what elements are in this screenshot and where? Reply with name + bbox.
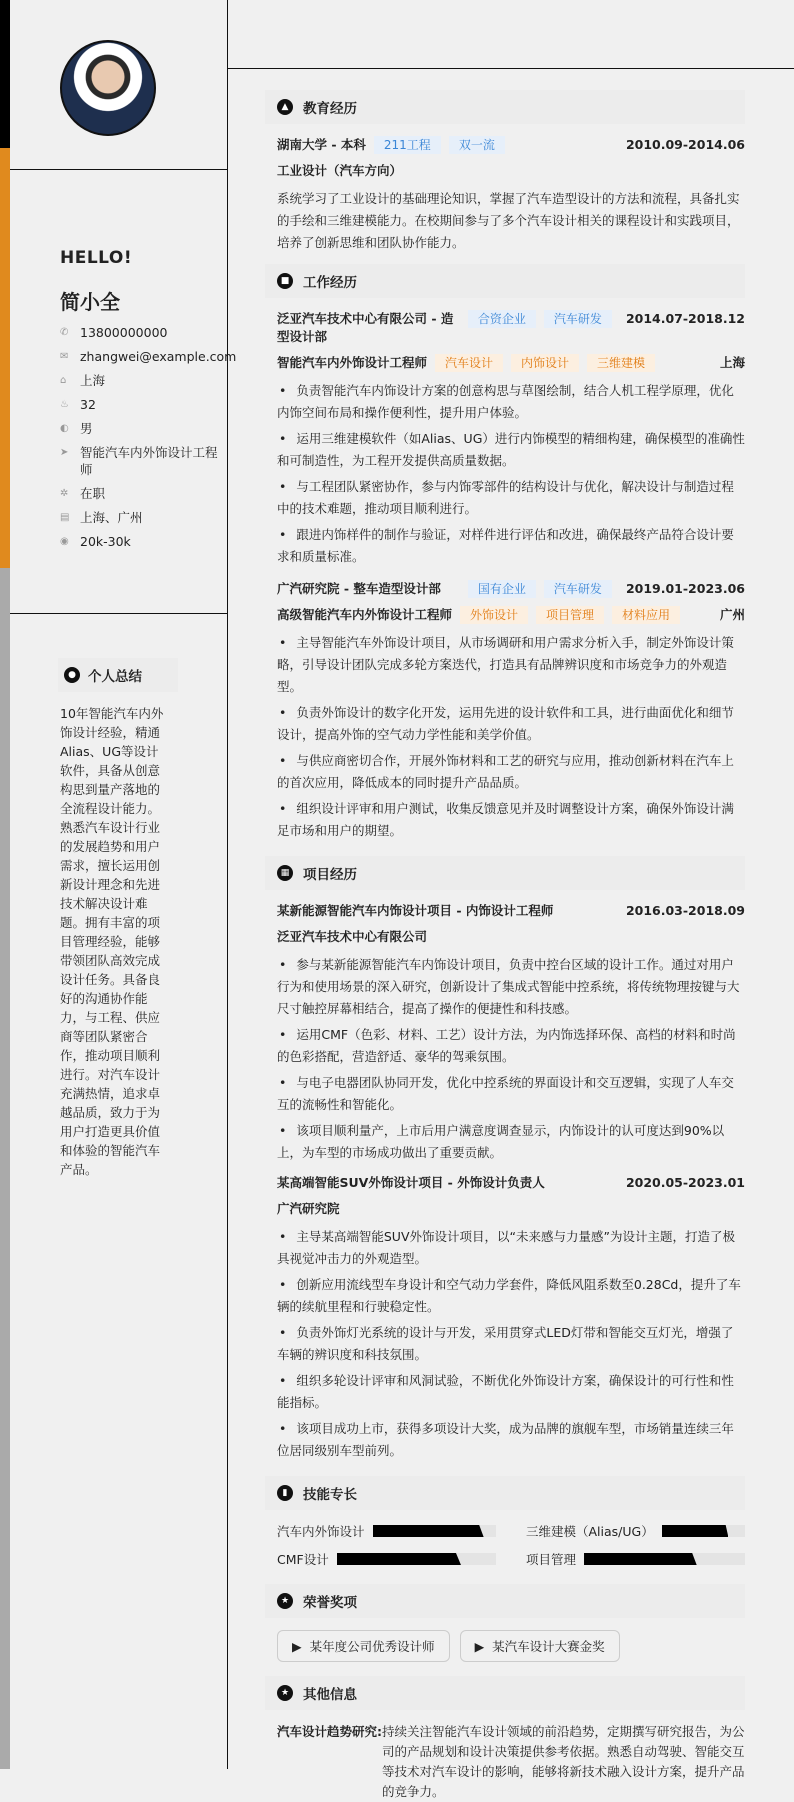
project-name: 某新能源智能汽车内饰设计项目 - 内饰设计工程师 xyxy=(277,903,554,918)
skill-item xyxy=(526,1550,745,1568)
work-entry xyxy=(277,310,745,568)
bullet: • 与电子电器团队协同开发，优化中控系统的界面设计和交互逻辑，实现了人车交互的流畅性和智能化。 xyxy=(277,1072,745,1116)
section-title: 荣誉奖项 xyxy=(303,1595,357,1611)
grid-icon: ▦ xyxy=(277,865,293,881)
project-name: 某高端智能SUV外饰设计项目 - 外饰设计负责人 xyxy=(277,1175,545,1190)
skill-item xyxy=(526,1522,745,1540)
education-header xyxy=(265,90,745,124)
mail-icon: ✉ xyxy=(60,351,69,362)
bullet: • 跟进内饰样件的制作与验证，对样件进行评估和改进，确保最终产品符合设计要求和质量标准。 xyxy=(277,524,745,568)
bullet: • 主导智能汽车外饰设计项目，从市场调研和用户需求分析入手，制定外饰设计策略，引导设计团队完成多轮方案迭代，打造具有品牌辨识度和市场竞争力的外观造型。 xyxy=(277,632,745,698)
skill-bar-fill xyxy=(584,1553,697,1565)
info-row xyxy=(60,533,225,550)
info-text: zhangwei@example.com xyxy=(80,349,237,364)
bullet: • 与工程团队紧密协作，参与内饰零部件的结构设计与优化，解决设计与制造过程中的技术难题，推动项目顺利进行。 xyxy=(277,476,745,520)
awards-header xyxy=(265,1584,745,1618)
company: 广汽研究院 - 整车造型设计部 xyxy=(277,581,441,596)
info-text: 上海、广州 xyxy=(80,510,143,525)
award-label: 某年度公司优秀设计师 xyxy=(309,1639,435,1654)
tag: 双一流 xyxy=(449,136,505,154)
bullet: • 运用CMF（色彩、材料、工艺）设计方法，为内饰选择环保、高档的材料和时尚的色彩搭配，营造舒适、豪华的驾乘氛围。 xyxy=(277,1024,745,1068)
skill-bar xyxy=(373,1525,496,1537)
project-entry xyxy=(277,1174,745,1462)
section-title: 工作经历 xyxy=(303,275,357,291)
role-row xyxy=(277,354,745,372)
project-entry xyxy=(277,902,745,1164)
divider xyxy=(10,169,228,170)
date: 2010.09-2014.06 xyxy=(625,137,745,152)
salary-icon: ◉ xyxy=(60,536,69,547)
bullet: • 组织多轮设计评审和风洞试验，不断优化外饰设计方案，确保设计的可行性和性能指标。 xyxy=(277,1370,745,1414)
tag: 国有企业 xyxy=(468,580,536,598)
home-icon: ⌂ xyxy=(60,375,67,386)
building-icon: ▤ xyxy=(60,512,70,523)
info-row xyxy=(60,485,225,502)
avatar xyxy=(60,40,156,136)
skills-list xyxy=(277,1522,745,1568)
bullet: • 运用三维建模软件（如Alias、UG）进行内饰模型的精细构建，确保模型的准确性和可制造性，为工程开发提供高质量数据。 xyxy=(277,428,745,472)
skill-tag: 项目管理 xyxy=(536,606,604,624)
info-text: 32 xyxy=(80,397,96,412)
skill-tag: 内饰设计 xyxy=(511,354,579,372)
date: 2019.01-2023.06 xyxy=(625,581,745,596)
project-org xyxy=(277,928,745,946)
user-icon: ● xyxy=(64,667,80,683)
skill-bar xyxy=(584,1553,745,1565)
cake-icon: ♨ xyxy=(60,399,69,410)
skill-tag: 三维建模 xyxy=(587,354,655,372)
role-row xyxy=(277,606,745,624)
award-item: ▶ 某汽车设计大赛金奖 xyxy=(460,1630,620,1662)
skill-name: 汽车内外饰设计 xyxy=(277,1524,365,1539)
tag: 汽车研发 xyxy=(544,310,612,328)
role: 智能汽车内外饰设计工程师 xyxy=(277,355,428,370)
skill-bar-fill xyxy=(373,1525,484,1537)
bullet: • 组织设计评审和用户测试，收集反馈意见并及时调整设计方案，确保外饰设计满足市场和用户的期望。 xyxy=(277,798,745,842)
bullet-list xyxy=(277,1226,745,1462)
date: 2014.07-2018.12 xyxy=(625,311,745,326)
info-text: 智能汽车内外饰设计工程师 xyxy=(80,445,218,477)
skill-tag: 汽车设计 xyxy=(435,354,503,372)
major xyxy=(277,162,745,180)
bullet-list xyxy=(277,954,745,1164)
skill-name: 项目管理 xyxy=(526,1552,577,1567)
education-desc: 系统学习了工业设计的基础理论知识，掌握了汽车造型设计的方法和流程，具备扎实的手绘和三维建模能力。在校期间参与了多个汽车设计相关的课程设计和实践项目，培养了创新思维和团队协作能力。 xyxy=(277,191,740,250)
name: 简小全 xyxy=(60,290,120,314)
tag: 合资企业 xyxy=(468,310,536,328)
skills-header xyxy=(265,1476,745,1510)
info-text: 男 xyxy=(80,421,93,436)
bullet: • 与供应商密切合作，开展外饰材料和工艺的研究与应用，推动创新材料在汽车上的首次应用，降低成本的同时提升产品品质。 xyxy=(277,750,745,794)
info-text: 20k-30k xyxy=(80,534,131,549)
section-title: 教育经历 xyxy=(303,101,357,117)
info-text: 13800000000 xyxy=(80,325,168,340)
bullet: • 主导某高端智能SUV外饰设计项目，以“未来感与力量感”为设计主题，打造了极具视觉冲击力的外观造型。 xyxy=(277,1226,745,1270)
info-row xyxy=(60,348,237,365)
bullet: • 创新应用流线型车身设计和空气动力学套件，降低风阻系数至0.28Cd，提升了车辆的续航里程和行驶稳定性。 xyxy=(277,1274,745,1318)
skill-item xyxy=(277,1522,496,1540)
info-row xyxy=(60,324,225,341)
summary-header xyxy=(58,658,178,692)
skill-bar xyxy=(662,1525,745,1537)
status-icon: ✲ xyxy=(60,488,69,499)
award-icon: ★ xyxy=(277,1593,293,1609)
briefcase-icon: ■ xyxy=(277,273,293,289)
role: 高级智能汽车内外饰设计工程师 xyxy=(277,607,453,622)
chart-icon: ▮ xyxy=(277,1485,293,1501)
org: 广汽研究院 xyxy=(277,1201,340,1216)
work-list xyxy=(277,310,745,842)
skill-tag: 材料应用 xyxy=(612,606,680,624)
job-header xyxy=(277,580,745,598)
city: 广州 xyxy=(719,607,745,622)
divider xyxy=(228,68,794,69)
project-header xyxy=(277,902,745,920)
date: 2016.03-2018.09 xyxy=(625,903,745,918)
bullet: • 负责智能汽车内饰设计方案的创意构思与草图绘制，结合人机工程学原理，优化内饰空间布局和操作便利性，提升用户体验。 xyxy=(277,380,745,424)
skill-name: CMF设计 xyxy=(277,1552,329,1567)
info-row xyxy=(60,372,225,389)
strip-orange xyxy=(0,148,10,568)
skill-item xyxy=(277,1550,496,1568)
strip-black xyxy=(0,0,10,148)
skill-name: 三维建模（Alias/UG） xyxy=(526,1524,654,1539)
section-title: 项目经历 xyxy=(303,867,357,883)
info-text: 上海 xyxy=(80,373,106,388)
info-icon: ★ xyxy=(277,1685,293,1701)
job-header xyxy=(277,310,745,346)
info-row xyxy=(60,444,225,478)
bullet: • 负责外饰灯光系统的设计与开发，采用贯穿式LED灯带和智能交互灯光，增强了车辆的辨识度和科技氛围。 xyxy=(277,1322,745,1366)
awards-list xyxy=(277,1630,745,1662)
work-header xyxy=(265,264,745,298)
bullet: • 参与某新能源智能汽车内饰设计项目，负责中控台区域的设计工作。通过对用户行为和使用场景的深入研究，创新设计了集成式智能中控系统，将传统物理按键与大尺寸触控屏幕相结合，提高了操作的便捷性和科技感。 xyxy=(277,954,745,1020)
divider xyxy=(10,613,228,614)
info-row xyxy=(60,396,225,413)
info-text: 在职 xyxy=(80,486,106,501)
project-header xyxy=(277,1174,745,1192)
project-org xyxy=(277,1200,745,1218)
tag: 汽车研发 xyxy=(544,580,612,598)
skill-bar-fill xyxy=(662,1525,729,1537)
bullet-list xyxy=(277,380,745,568)
city: 上海 xyxy=(719,355,745,370)
org: 泛亚汽车技术中心有限公司 xyxy=(277,929,428,944)
bullet: • 该项目顺利量产，上市后用户满意度调查显示，内饰设计的认可度达到90%以上，为车型的市场成功做出了重要贡献。 xyxy=(277,1120,745,1164)
school: 湖南大学 - 本科 xyxy=(277,137,366,152)
info-row xyxy=(60,509,225,526)
main-content xyxy=(277,90,745,1802)
date: 2020.05-2023.01 xyxy=(625,1175,745,1190)
strip-gray xyxy=(0,568,10,1769)
bullet: • 该项目成功上市，获得多项设计大奖，成为品牌的旗舰车型，市场销量连续三年位居同级别车型前列。 xyxy=(277,1418,745,1462)
summary-title: 个人总结 xyxy=(88,669,142,685)
other-text: 持续关注智能汽车设计领域的前沿趋势，定期撰写研究报告，为公司的产品规划和设计决策提供参考依据。熟悉自动驾驶、智能交互等技术对汽车设计的影响，能够将新技术融入设计方案，提升产品的竞争力。 xyxy=(382,1724,745,1799)
info-row xyxy=(60,420,225,437)
gender-icon: ◐ xyxy=(60,423,69,434)
major-text: 工业设计（汽车方向） xyxy=(277,163,403,178)
other-header xyxy=(265,1676,745,1710)
education-entry xyxy=(277,136,745,154)
projects-header xyxy=(265,856,745,890)
summary-text: 10年智能汽车内外饰设计经验，精通Alias、UG等设计软件，具备从创意构思到量产落地的全流程设计能力。熟悉汽车设计行业的发展趋势和用户需求，擅长运用创新设计理念和先进技术解决设计难题。拥有丰富的项目管理经验，能够带领团队高效完成设计任务。具备良好的沟通协作能力，与工程、供应商等团队紧密合作，推动项目顺利进行。对汽车设计充满热情，追求卓越品质，致力于为用户打造更具价值和体验的智能汽车产品。 xyxy=(60,706,164,1177)
tag: 211工程 xyxy=(374,136,441,154)
award-label: 某汽车设计大赛金奖 xyxy=(492,1639,605,1654)
project-list xyxy=(277,902,745,1462)
section-title: 其他信息 xyxy=(303,1687,357,1703)
phone-icon: ✆ xyxy=(60,327,69,338)
skill-bar xyxy=(337,1553,496,1565)
award-item: ▶ 某年度公司优秀设计师 xyxy=(277,1630,450,1662)
hello-heading: HELLO! xyxy=(60,248,133,268)
skill-tag: 外饰设计 xyxy=(460,606,528,624)
work-entry xyxy=(277,580,745,842)
section-title: 技能专长 xyxy=(303,1487,357,1503)
other-label: 汽车设计趋势研究: xyxy=(277,1724,382,1739)
contact-info xyxy=(60,324,237,557)
send-icon: ➤ xyxy=(60,447,69,458)
bullet: • 负责外饰设计的数字化开发，运用先进的设计软件和工具，进行曲面优化和细节设计，提高外饰的空气动力学性能和美学价值。 xyxy=(277,702,745,746)
bullet-list xyxy=(277,632,745,842)
skill-bar-fill xyxy=(337,1553,461,1565)
company: 泛亚汽车技术中心有限公司 - 造型设计部 xyxy=(277,311,454,344)
graduation-cap-icon: ▲ xyxy=(277,99,293,115)
other-info xyxy=(277,1722,745,1802)
